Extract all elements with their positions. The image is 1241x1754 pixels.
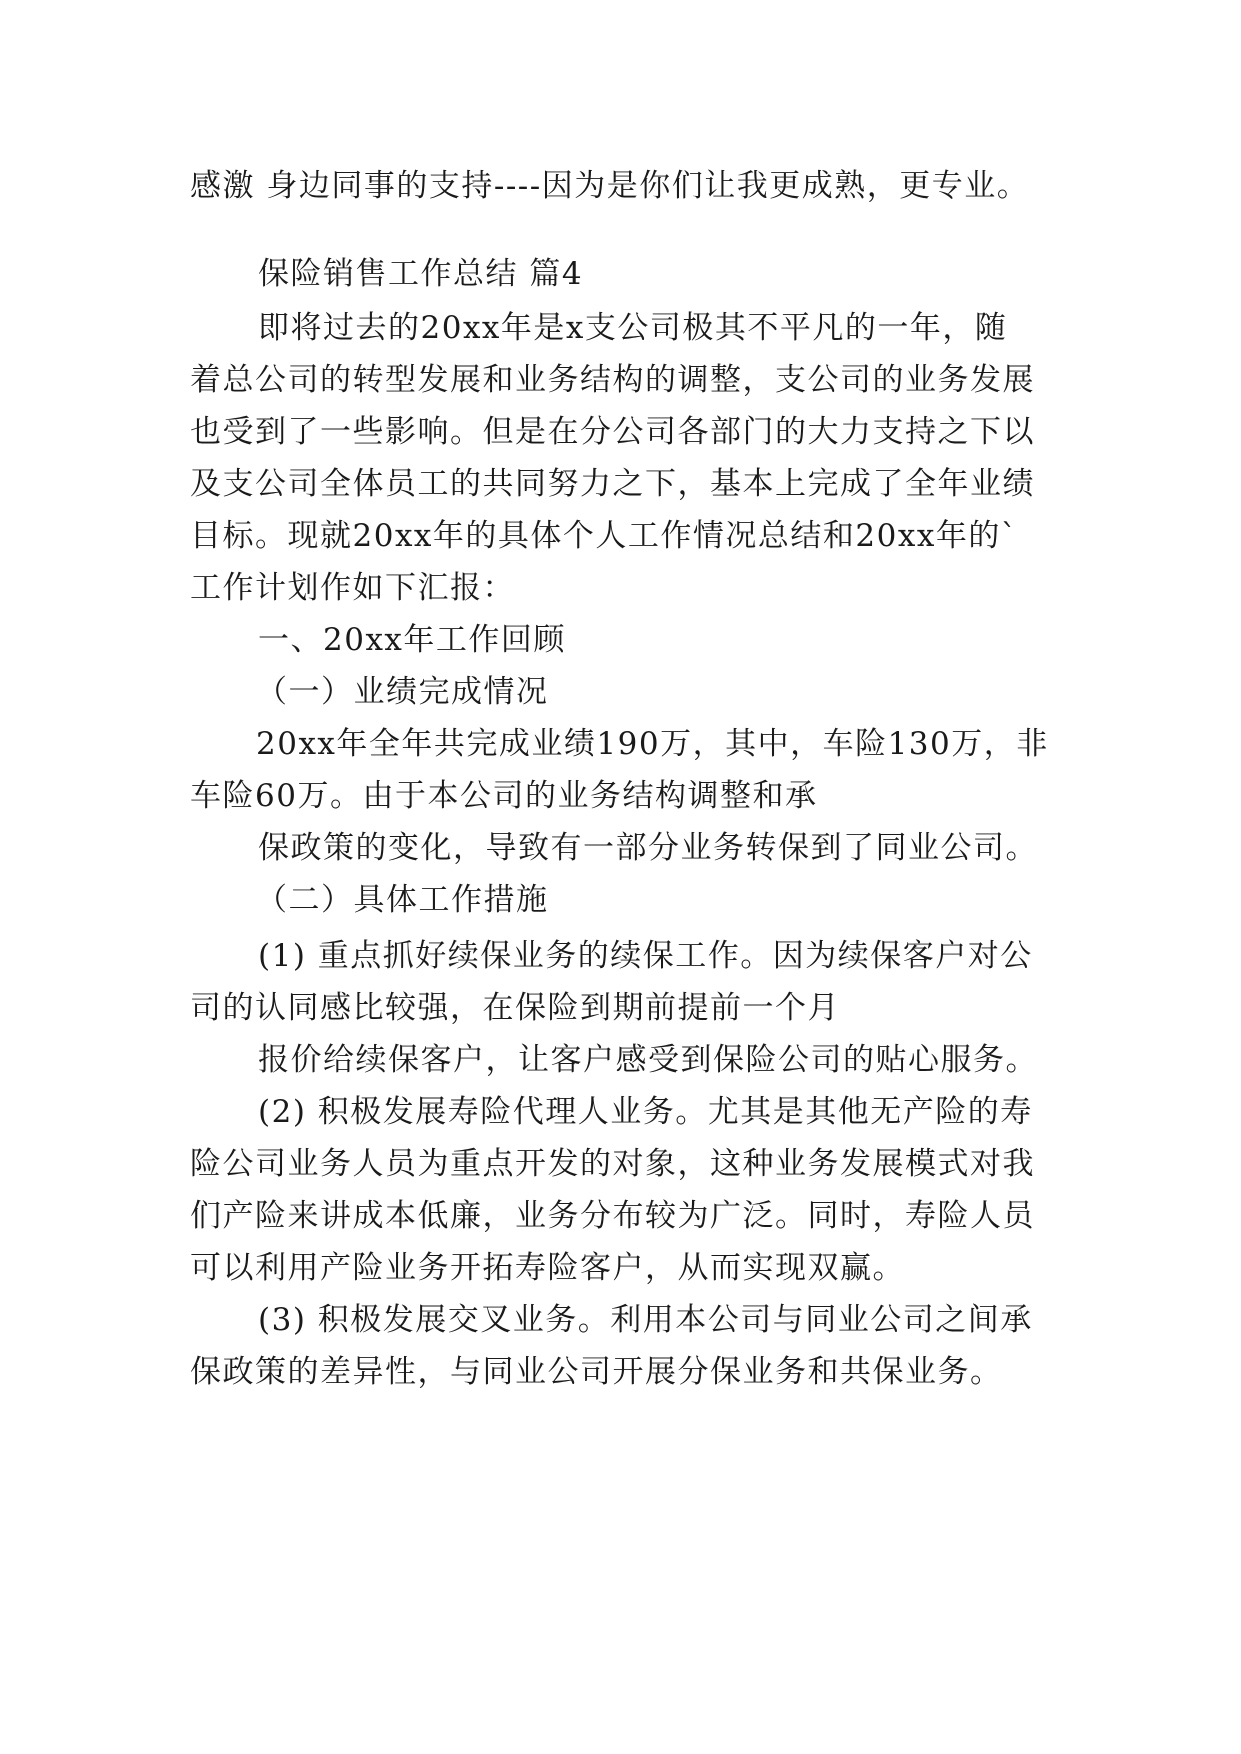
text-line-17: 报价给续保客户，让客户感受到保险公司的贴心服务。 [258, 1042, 1038, 1078]
text-line-13: 保政策的变化，导致有一部分业务转保到了同业公司。 [258, 830, 1038, 866]
text-line-12: 车险60万。由于本公司的业务结构调整和承 [190, 778, 818, 814]
text-line-16: 司的认同感比较强，在保险到期前提前一个月 [190, 990, 840, 1026]
text-line-6: 及支公司全体员工的共同努力之下，基本上完成了全年业绩 [190, 466, 1035, 502]
text-line-22: (3) 积极发展交叉业务。利用本公司与同业公司之间承 [258, 1302, 1033, 1338]
text-line-20: 们产险来讲成本低廉，业务分布较为广泛。同时，寿险人员 [190, 1198, 1035, 1234]
text-line-7: 目标。现就20xx年的具体个人工作情况总结和20xx年的` [190, 518, 1018, 554]
text-line-15: (1) 重点抓好续保业务的续保工作。因为续保客户对公 [258, 938, 1033, 974]
text-line-8: 工作计划作如下汇报： [190, 570, 515, 606]
subheading-1-1: （一）业绩完成情况 [256, 674, 549, 710]
subheading-1-2: （二）具体工作措施 [256, 882, 549, 918]
text-line-21: 可以利用产险业务开拓寿险客户，从而实现双赢。 [190, 1250, 905, 1286]
text-line-11: 20xx年全年共完成业绩190万，其中，车险130万，非 [256, 726, 1049, 762]
text-line-18: (2) 积极发展寿险代理人业务。尤其是其他无产险的寿 [258, 1094, 1033, 1130]
text-line-23: 保政策的差异性，与同业公司开展分保业务和共保业务。 [190, 1354, 1003, 1390]
text-line-3: 即将过去的20xx年是x支公司极其不平凡的一年，随 [258, 310, 1008, 346]
text-line-1: 感激 身边同事的支持----因为是你们让我更成熟，更专业。 [190, 168, 1030, 204]
text-line-19: 险公司业务人员为重点开发的对象，这种业务发展模式对我 [190, 1146, 1035, 1182]
text-line-4: 着总公司的转型发展和业务结构的调整，支公司的业务发展 [190, 362, 1035, 398]
subheading-1: 一、20xx年工作回顾 [258, 622, 566, 658]
text-line-5: 也受到了一些影响。但是在分公司各部门的大力支持之下以 [190, 414, 1035, 450]
section-heading: 保险销售工作总结 篇4 [258, 256, 584, 292]
